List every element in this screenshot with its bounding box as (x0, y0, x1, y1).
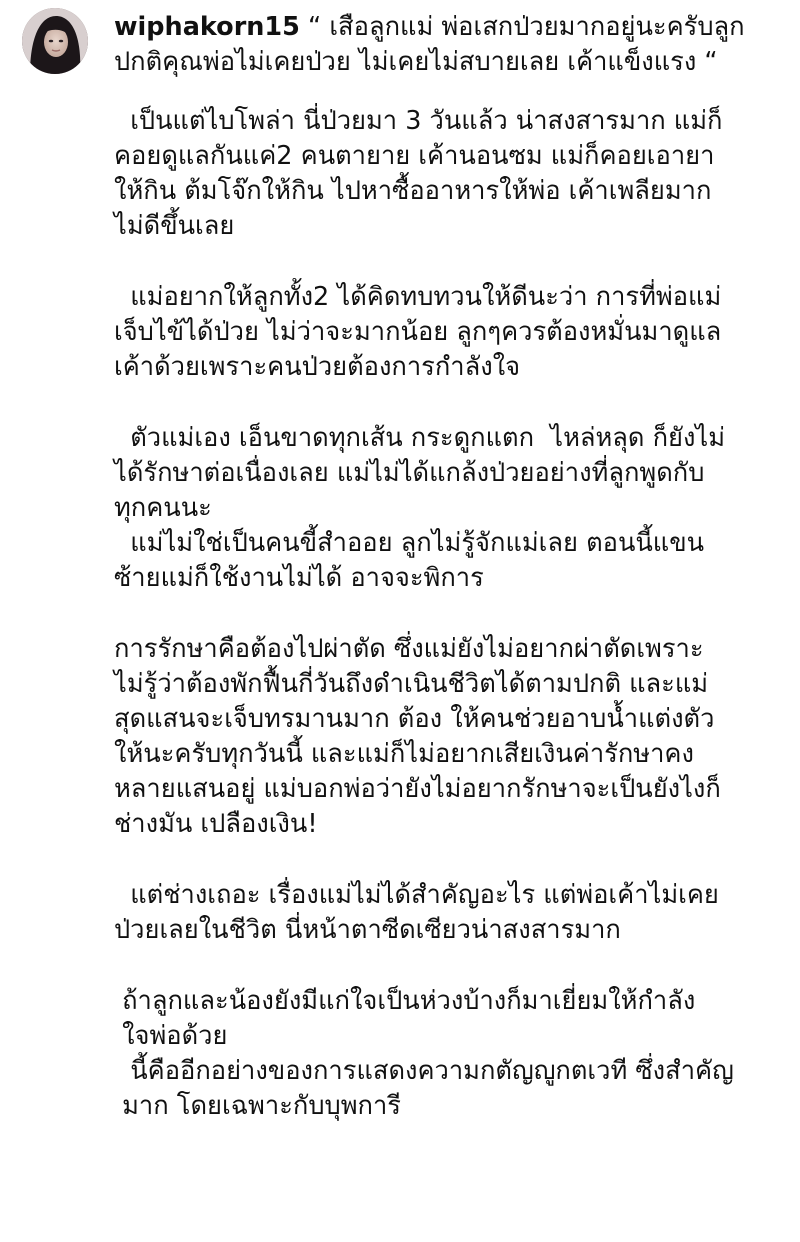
caption-text: เป็นแต่ไบโพล่า นี่ป่วยมา 3 วันแล้ว น่าสงสารมาก แม่ก็ (114, 106, 723, 136)
profile-photo-icon (22, 8, 88, 74)
caption-text: ถ้าลูกและน้องยังมีแก่ใจเป็นห่วงบ้างก็มาเยี่ยมให้กำลัง (114, 986, 696, 1016)
caption-text: ได้รักษาต่อเนื่องเลย แม่ไม่ได้แกล้งป่วยอย่างที่ลูกพูดกับ (114, 458, 705, 488)
caption-text: สุดแสนจะเจ็บทรมานมาก ต้อง ให้คนช่วยอาบน้ำแต่งตัว (114, 704, 715, 734)
caption-text: คอยดูแลกันแค่2 คนตายาย เค้านอนซม แม่ก็คอยเอายา (114, 141, 715, 171)
caption-text: ซ้ายแม่ก็ใช้งานไม่ได้ อาจจะพิการ (114, 563, 484, 593)
caption-text: หลายแสนอยู่ แม่บอกพ่อว่ายังไม่อยากรักษาจะเป็นยังไงก็ (114, 774, 721, 804)
caption-text: นี้คืออีกอย่างของการแสดงความกตัญญูกตเวที ซึ่งสำคัญ (114, 1056, 734, 1086)
caption-text: ไม่ดีขึ้นเลย (114, 211, 235, 241)
caption-text: “ เสือลูกแม่ พ่อเสกป่วยมากอยู่นะครับลูก (299, 12, 745, 42)
caption-text: มาก โดยเฉพาะกับบุพการี (114, 1091, 401, 1121)
caption-text: ใจพ่อด้วย (114, 1021, 228, 1051)
avatar[interactable] (22, 8, 88, 74)
caption-text: การรักษาคือต้องไปผ่าตัด ซึ่งแม่ยังไม่อยากผ่าตัดเพราะ (114, 634, 704, 664)
caption-text: แม่อยากให้ลูกทั้ง2 ได้คิดทบทวนให้ดีนะว่า การที่พ่อแม่ (114, 282, 722, 312)
caption-text: ป่วยเลยในชีวิต นี่หน้าตาซีดเซียวน่าสงสารมาก (114, 915, 621, 945)
caption-text: แต่ช่างเถอะ เรื่องแม่ไม่ได้สำคัญอะไร แต่พ่อเค้าไม่เคย (114, 880, 719, 910)
caption-text: ช่างมัน เปลืองเงิน! (114, 809, 318, 839)
caption-text: ตัวแม่เอง เอ็นขาดทุกเส้น กระดูกแตก ไหล่หลุด ก็ยังไม่ (114, 423, 726, 453)
caption-text: เค้าด้วยเพราะคนป่วยต้องการกำลังใจ (114, 352, 521, 382)
caption-text: เจ็บไข้ได้ป่วย ไม่ว่าจะมากน้อย ลูกๆควรต้องหมั่นมาดูแล (114, 317, 722, 347)
username-link[interactable]: wiphakorn15 (114, 12, 300, 42)
caption-text: ปกติคุณพ่อไม่เคยป่วย ไม่เคยไม่สบายเลย เค้าแข็งแรง “ (114, 47, 718, 77)
caption-text: ไม่รู้ว่าต้องพักฟื้นกี่วันถึงดำเนินชีวิตได้ตามปกติ และแม่ (114, 669, 709, 699)
caption-text: ให้กิน ต้มโจ๊กให้กิน ไปหาซื้ออาหารให้พ่อ เค้าเพลียมาก (114, 176, 712, 206)
caption-text: ให้นะครับทุกวันนี้ และแม่ก็ไม่อยากเสียเงินค่ารักษาคง (114, 739, 694, 769)
caption-first-line (114, 10, 784, 45)
caption-text: ทุกคนนะ (114, 493, 212, 523)
caption-text: แม่ไม่ใช่เป็นคนขี้สำออย ลูกไม่รู้จักแม่เลย ตอนนี้แขน (114, 528, 705, 558)
post-caption (114, 10, 784, 1124)
